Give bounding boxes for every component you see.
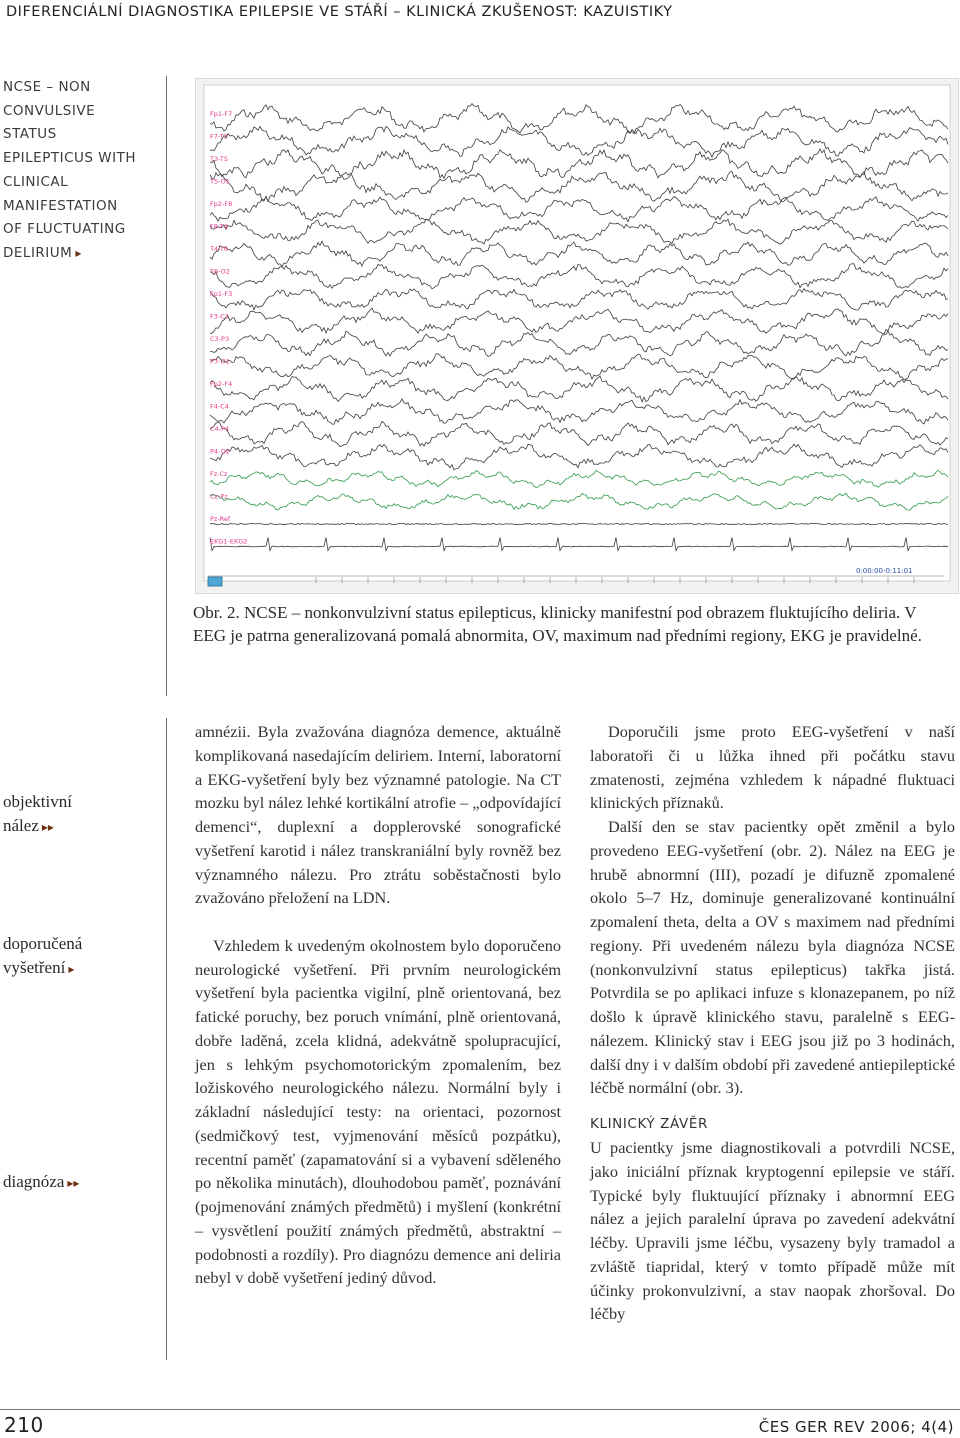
eeg-channel-label: Pz-Ref xyxy=(210,515,231,523)
eeg-channel-label: Fp1-F3 xyxy=(210,290,233,298)
text-column-1 xyxy=(195,720,561,1290)
sidehead-line xyxy=(3,956,82,981)
eeg-channel-label: F7-T3 xyxy=(210,132,228,141)
sidebar-title-line: CLINICAL xyxy=(3,173,69,190)
sidebar-divider-bottom xyxy=(166,718,167,1360)
arrow-right-icon: ▸ xyxy=(68,962,75,976)
sidebar-title-line: CONVULSIVE xyxy=(3,102,96,119)
eeg-channel-label: Fp1-F7 xyxy=(210,110,233,118)
eeg-channel-label: F3-C3 xyxy=(210,312,229,321)
paragraph: Další den se stav pacientky opět změnil a bylo provedeno EEG-vyšetření (obr. 2). Nález na EEG je hrubě abnormní (III), pozadí je difuzně zpomalené okolo 5–7 Hz, dominuje generalizované kontinuální zpomalení theta, delta a OV s maximem nad předními regiony. Při uvedeném nálezu byla diagnóza NCSE (nonkonvulzivní status epilepticus) takřka jistá. Potvrdila se po aplikaci infuze s klonazepanem, po níž došlo k úpravě klinického stavu, paralelně s EEG-nálezem. Klinický stav i EEG jsou již po 3 hodinách, další dny i v dalším období při zavedené antiepileptické léčbě normální (obr. 3). xyxy=(590,817,955,1098)
sidehead-word: diagnóza xyxy=(3,1172,65,1191)
sidebar-title-line: STATUS xyxy=(3,126,57,143)
sidebar-title-line: MANIFESTATION xyxy=(3,197,118,214)
eeg-channel-label: Fp2-F4 xyxy=(210,380,233,388)
eeg-channel-label: F4-C4 xyxy=(210,402,229,411)
eeg-channel-label: P4-O2 xyxy=(210,447,230,456)
footer-rule xyxy=(0,1409,960,1410)
eeg-channel-label: T4-T6 xyxy=(210,245,228,253)
eeg-channel-label: Cz-Pz xyxy=(210,492,228,501)
sidehead-recommended xyxy=(3,932,82,981)
sidebar-divider-top xyxy=(166,76,167,696)
double-arrow-icon: ▸▸ xyxy=(41,820,54,834)
eeg-channel-label: T3-T5 xyxy=(210,155,228,163)
journal-reference: ČES GER REV 2006; 4(4) xyxy=(758,1418,954,1436)
text-column-2 xyxy=(590,720,955,1326)
eeg-channel-label: P3-O1 xyxy=(210,357,230,366)
sidehead-line: objektivní xyxy=(3,792,72,811)
figure-caption: Obr. 2. NCSE – nonkonvulzivní status epilepticus, klinicky manifestní pod obrazem fluktujícího deliria. V EEG je patrna generalizovaná pomalá abnormita, OV, maximum nad předními regiony, EKG je pravidelné. xyxy=(193,603,922,645)
eeg-channel-label: C3-P3 xyxy=(210,335,230,343)
sidehead-objective xyxy=(3,790,72,839)
sidebar-title-line: NCSE – NON xyxy=(3,79,91,95)
scroll-thumb xyxy=(208,577,222,586)
eeg-channel-label: C4-P4 xyxy=(210,425,230,433)
arrow-right-icon: ▸ xyxy=(75,245,82,260)
eeg-channel-label: Fp2-F8 xyxy=(210,200,233,208)
sidebar-title-line: EPILEPTICUS WITH xyxy=(3,150,136,167)
paragraph: U pacientky jsme diagnostikovali a potvrdili NCSE, jako iniciální příznak kryptogenní epilepsie ve stáří. Typické byly fluktuující příznaky i abnormní EEG nález a jejich paralelní úprava po zavedení adekvátní léčby. Upravili jsme léčbu, vysazeny byly tramadol a zvláště tiapridal, který v tomto případě může mít účinky prokonvulzivní, a stav naopak zhoršoval. Do léčby xyxy=(590,1138,955,1324)
double-arrow-icon: ▸▸ xyxy=(67,1176,80,1190)
paragraph: Doporučili jsme proto EEG-vyšetření v naší laboratoři či u lůžka ihned při počátku stavu zmatenosti, zejména vzhledem k nápadné fluktuaci klinických příznaků. xyxy=(590,722,955,813)
sidehead-line: doporučená xyxy=(3,934,83,953)
paragraph: amnézii. Byla zvažována diagnóza demence, aktuálně komplikovaná nasedajícím deliriem. Interní, laboratorní a EKG-vyšetření byly bez významné patologie. Na CT mozku byl nález lehké kortikální atrofie – „odpovídající demenci“, duplexní a dopplerovské sonografické vyšetření karotid i nález transkraniální byly rovněž bez významného nálezu. Pro ztrátu soběstačnosti bylo zvažováno přeložení na LDN. xyxy=(195,722,561,908)
eeg-figure xyxy=(195,78,959,594)
eeg-channel-label: T5-O1 xyxy=(210,177,230,186)
sidebar-title-line: OF FLUCTUATING xyxy=(3,221,126,238)
eeg-timestamp: 0:00:00-0:11:01 xyxy=(856,567,913,575)
eeg-channel-label: T6-O2 xyxy=(210,267,230,276)
page-number: 210 xyxy=(4,1413,44,1437)
eeg-channel-label: EKG1-EKG2 xyxy=(210,537,248,546)
paragraph: Vzhledem k uvedeným okolnostem bylo doporučeno neurologické vyšetření. Při prvním neurologickém vyšetření byla pacientka vigilní, plně orientovaná, bez fatické poruchy, bez poruch vnímání, plně orientovaná, dobře laděná, zcela klidná, adekvátně spolupracující, jen s lehkým psychomotorickým zpomalením, bez ložiskového neurologického nálezu. Normální byly i základní následující testy: na orientaci, pozornost (sedmičkový test, vyjmenování měsíců pozpátku), recentní paměť (zapamatování si a vybavení sděleného po několika minutách), dlouhodobou paměť, poznávání (pojmenování známých předmětů) i myšlení (konkrétní – vysvětlení použití známých předmětů, abstraktní – podobnosti a rozdíly). Pro diagnózu demence ani deliria nebyl v době vyšetření jediný důvod. xyxy=(195,935,561,1288)
eeg-channel-label: F8-T4 xyxy=(210,222,228,231)
sidehead-line xyxy=(3,1170,79,1195)
eeg-recording xyxy=(196,79,958,593)
section-heading: KLINICKÝ ZÁVĚR xyxy=(590,1116,708,1132)
running-head: DIFERENCIÁLNÍ DIAGNOSTIKA EPILEPSIE VE STÁŘÍ – KLINICKÁ ZKUŠENOST: KAZUISTIKY xyxy=(6,4,673,20)
sidehead-word: vyšetření xyxy=(3,958,66,977)
sidehead-word: nález xyxy=(3,816,39,835)
sidehead-line xyxy=(3,814,72,839)
sidebar-title-line xyxy=(3,242,163,266)
eeg-channel-label: Fz-Cz xyxy=(210,470,228,478)
sidebar-title-last-word: DELIRIUM xyxy=(3,244,73,261)
sidehead-diagnosis xyxy=(3,1170,79,1195)
sidebar-english-title xyxy=(3,76,163,266)
